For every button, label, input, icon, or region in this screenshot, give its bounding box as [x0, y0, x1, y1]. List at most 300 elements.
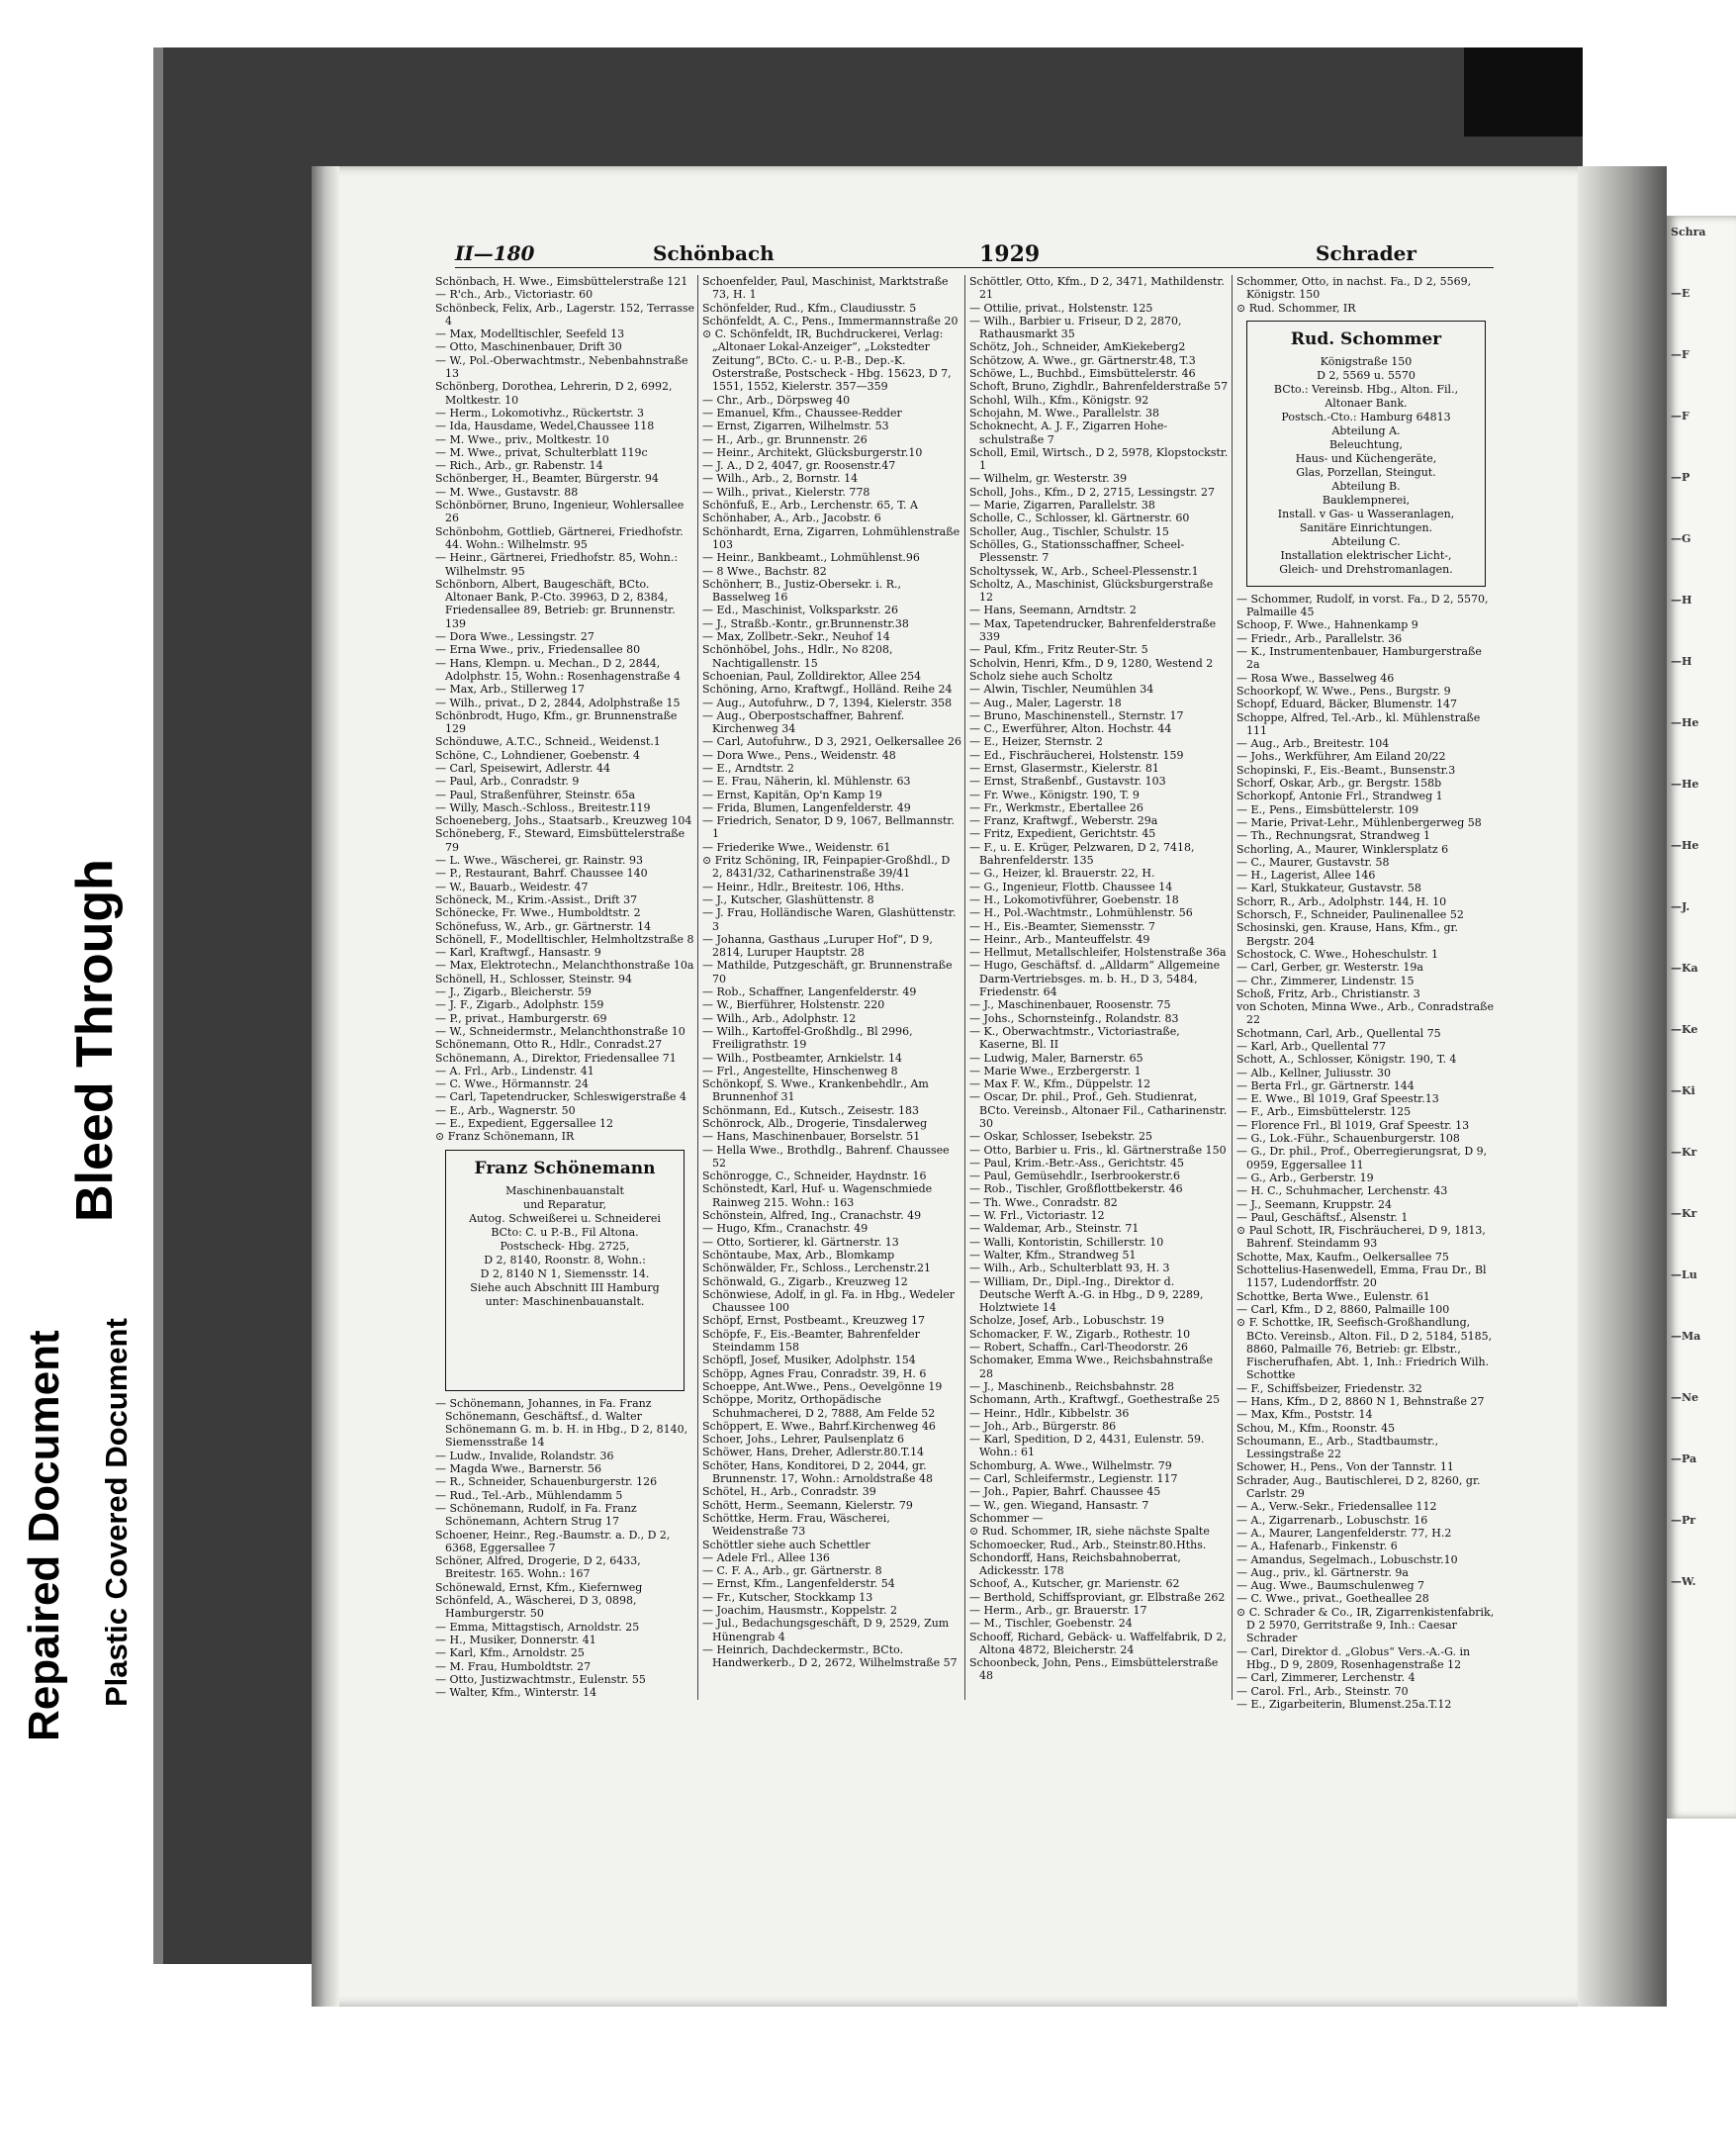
- advert-title: Rud. Schommer: [1290, 328, 1442, 349]
- directory-entry: — G., Heizer, kl. Brauerstr. 22, H.: [969, 867, 1155, 881]
- advert-line: unter: Maschinenbauanstalt.: [485, 1294, 645, 1308]
- directory-entry: — Hellmut, Metallschleifer, Holstenstraße 36a: [969, 946, 1227, 960]
- directory-entry: — Rud., Tel.-Arb., Mühlendamm 5: [435, 1488, 623, 1502]
- directory-entry: — Heinr., Arb., Manteuffelstr. 49: [969, 932, 1150, 946]
- directory-entry: von Schoten, Minna Wwe., Arb., Conradstraße 22: [1236, 1000, 1495, 1027]
- advert-line: und Reparatur,: [523, 1197, 606, 1211]
- directory-entry: Schönduwe, A.T.C., Schneid., Weidenst.1: [435, 735, 661, 749]
- directory-entry: Schoknecht, A. J. F., Zigarren Hohe-schulstraße 7: [969, 420, 1168, 446]
- directory-entry: — C., Maurer, Gustavstr. 58: [1236, 855, 1390, 869]
- directory-entry: — Waldemar, Arb., Steinstr. 71: [969, 1222, 1140, 1236]
- directory-entry: Schöttler, Otto, Kfm., D 2, 3471, Mathildenstr. 21: [969, 275, 1225, 302]
- directory-entry: — K., Instrumentenbauer, Hamburgerstraße 2a: [1236, 645, 1482, 672]
- facing-page-word: —Pa: [1671, 1452, 1697, 1465]
- directory-entry: — C. Wwe., Hörmannstr. 24: [435, 1077, 589, 1091]
- directory-entry: Schoop, F. Wwe., Hahnenkamp 9: [1236, 618, 1418, 632]
- facing-page-word: —Ki: [1671, 1084, 1695, 1097]
- directory-entry: — Carl, Kfm., D 2, 8860, Palmaille 100: [1236, 1302, 1450, 1316]
- directory-entry: Schomann, Arth., Kraftwgf., Goethestraße 25: [969, 1393, 1221, 1407]
- directory-entry: — Joh., Papier, Bahrf. Chaussee 45: [969, 1485, 1161, 1499]
- facing-page-word: —H: [1671, 655, 1692, 668]
- advert-line: Autog. Schweißerei u. Schneiderei: [469, 1211, 661, 1225]
- directory-entry: — E., Arb., Wagnerstr. 50: [435, 1103, 576, 1117]
- directory-entry: — Florence Frl., Bl 1019, Graf Speestr. 13: [1236, 1118, 1470, 1132]
- directory-entry: Schölles, G., Stationsschaffner, Scheel-Plessenstr. 7: [969, 537, 1185, 565]
- directory-entry: — Wilh., Arb., Adolphstr. 12: [702, 1011, 857, 1025]
- directory-entry: — Max, Arb., Stillerweg 17: [435, 683, 585, 697]
- directory-entry: Schorr, R., Arb., Adolphstr. 144, H. 10: [1236, 894, 1447, 908]
- directory-entry: — Fr., Kutscher, Stockkamp 13: [702, 1590, 873, 1604]
- directory-entry: Schöwe, L., Buchbd., Eimsbüttelerstr. 46: [969, 367, 1196, 381]
- directory-entry: — W., Bauarb., Weidestr. 47: [435, 880, 589, 893]
- directory-entry: — W., Schneidermstr., Melanchthonstraße 10: [435, 1024, 685, 1038]
- directory-entry: — Aug., Maler, Lagerstr. 18: [969, 696, 1122, 709]
- directory-entry: — Walter, Kfm., Winterstr. 14: [435, 1686, 597, 1700]
- directory-entry: — Aug., Autofuhrw., D 7, 1394, Kielerstr. 358: [702, 696, 953, 709]
- directory-entry: Schöppe, Moritz, Orthopädische Schuhmacherei, D 2, 7888, Am Felde 52: [702, 1393, 936, 1420]
- directory-entry: Schönbörner, Bruno, Ingenieur, Wohlersallee 26: [435, 499, 685, 525]
- directory-entry: — A., Hafenarb., Finkenstr. 6: [1236, 1540, 1398, 1553]
- directory-entry: — Adele Frl., Allee 136: [702, 1550, 830, 1564]
- directory-entry: Scholle, C., Schlosser, kl. Gärtnerstr. 60: [969, 512, 1190, 525]
- directory-entry: — Friederike Wwe., Weidenstr. 61: [702, 840, 891, 854]
- directory-entry: — F., u. E. Krüger, Pelzwaren, D 2, 7418, Bahrenfelderstr. 135: [969, 840, 1195, 868]
- directory-entry: — J. A., D 2, 4047, gr. Roosenstr.47: [702, 459, 896, 473]
- facing-page-word: —G: [1671, 532, 1691, 545]
- directory-entry: — J. F., Zigarb., Adolphstr. 159: [435, 998, 604, 1012]
- directory-entry: Schopf, Eduard, Bäcker, Blumenstr. 147: [1236, 698, 1457, 711]
- directory-entry: — Carl, Schleifermstr., Legienstr. 117: [969, 1472, 1178, 1486]
- directory-entry: — Otto, Sortierer, kl. Gärtnerstr. 13: [702, 1235, 899, 1249]
- directory-entry: — W. Frl., Victoriastr. 12: [969, 1209, 1105, 1223]
- directory-entry: — Ida, Hausdame, Wedel,Chaussee 118: [435, 420, 655, 433]
- advert-line: Abteilung A.: [1331, 423, 1401, 437]
- advert-line: Beleuchtung,: [1328, 437, 1404, 451]
- directory-entry: — P., privat., Hamburgerstr. 69: [435, 1011, 607, 1025]
- directory-entry: — Ernst, Kapitän, Op'n Kamp 19: [702, 788, 882, 801]
- directory-entry: — Johs., Schornsteinfg., Rolandstr. 83: [969, 1011, 1179, 1025]
- directory-entry: — Rob., Tischler, Großflottbekerstr. 46: [969, 1182, 1183, 1196]
- directory-entry: Schönbach, H. Wwe., Eimsbüttelerstraße 121: [435, 275, 688, 288]
- directory-entry: — Franz, Kraftwgf., Weberstr. 29a: [969, 814, 1158, 828]
- directory-entry: ⊙ Paul Schott, IR, Fischräucherei, D 9, 1813, Bahrenf. Steindamm 93: [1236, 1224, 1486, 1251]
- directory-entry: — Alwin, Tischler, Neumühlen 34: [969, 683, 1154, 697]
- directory-entry: — E., Arndtstr. 2: [702, 761, 794, 775]
- directory-entry: — Ed., Maschinist, Volksparkstr. 26: [702, 604, 898, 617]
- directory-entry: — Ottilie, privat., Holstenstr. 125: [969, 301, 1153, 315]
- directory-entry: — H., Musiker, Donnerstr. 41: [435, 1633, 596, 1646]
- directory-entry: — Karl, Stukkateur, Gustavstr. 58: [1236, 882, 1421, 895]
- bleed-through-label: Bleed Through: [66, 859, 124, 1222]
- directory-entry: Schotte, Max, Kaufm., Oelkersallee 75: [1236, 1250, 1449, 1264]
- directory-entry: — Jul., Bedachungsgeschäft, D 9, 2529, Zum Hünengrab 4: [702, 1617, 950, 1643]
- directory-entry: — W., gen. Wiegand, Hansastr. 7: [969, 1498, 1149, 1512]
- directory-entry: — G., Dr. phil., Prof., Oberregierungsrat, D 9, 0959, Eggersallee 11: [1236, 1145, 1488, 1171]
- directory-entry: Schönwald, G., Zigarb., Kreuzweg 12: [702, 1274, 908, 1288]
- directory-entry: — F., Arb., Eimsbüttelerstr. 125: [1236, 1105, 1412, 1119]
- directory-entry: — Th. Wwe., Conradstr. 82: [969, 1195, 1118, 1209]
- column-1: [435, 275, 694, 1700]
- directory-entry: — Johanna, Gasthaus „Luruper Hof“, D 9, 2814, Luruper Hauptstr. 28: [702, 932, 933, 960]
- directory-entry: — R'ch., Arb., Victoriastr. 60: [435, 288, 594, 302]
- directory-entry: — Wilhelm, gr. Westerstr. 39: [969, 472, 1128, 486]
- directory-entry: — Alb., Kellner, Juliusstr. 30: [1236, 1066, 1391, 1079]
- advert-line: Postsch.-Cto.: Hamburg 64813: [1281, 410, 1451, 423]
- directory-entry: — Karl, Spedition, D 2, 4431, Eulenstr. 59. Wohn.: 61: [969, 1433, 1205, 1459]
- directory-entry: — Carol. Frl., Arb., Steinstr. 70: [1236, 1684, 1409, 1698]
- directory-entry: Scholl, Emil, Wirtsch., D 2, 5978, Klopstockstr. 1: [969, 445, 1229, 473]
- directory-entry: Schönstein, Alfred, Ing., Cranachstr. 49: [702, 1209, 922, 1223]
- facing-page-word: —Lu: [1671, 1268, 1697, 1281]
- directory-entry: ⊙ F. Schottke, IR, Seefisch-Großhandlung, BCto. Vereinsb., Alton. Fil., D 2, 5184, 5185, 8860, Palmaille 76, Betrieb: gr. Elbstr., Fischerufhafen, Abt. 1, Inh.: Friedrich Wilh. Schottke: [1236, 1316, 1493, 1382]
- directory-entry: Schöntaube, Max, Arb., Blomkamp: [702, 1248, 895, 1262]
- directory-entry: — J., Zigarb., Bleicherstr. 59: [435, 985, 592, 999]
- scan-corner: [1464, 47, 1583, 137]
- directory-entry: — J., Maschinenbauer, Roosenstr. 75: [969, 998, 1171, 1012]
- directory-entry: — Hans, Seemann, Arndtstr. 2: [969, 604, 1137, 617]
- directory-entry: — E. Wwe., Bl 1019, Graf Speestr.13: [1236, 1092, 1439, 1106]
- directory-entry: Schönewald, Ernst, Kfm., Kiefernweg: [435, 1580, 643, 1594]
- directory-entry: Schöwer, Hans, Dreher, Adlerstr.80.T.14: [702, 1446, 925, 1459]
- directory-entry: — Karl, Kraftwgf., Hansastr. 9: [435, 946, 601, 960]
- directory-entry: Schommer —: [969, 1511, 1044, 1525]
- directory-entry: — K., Oberwachtmstr., Victoriastraße, Kaserne, Bl. II: [969, 1024, 1180, 1052]
- directory-entry: — Paul, Gemüsehdlr., Iserbrookerstr.6: [969, 1170, 1181, 1183]
- directory-entry: — Chr., Arb., Dörpsweg 40: [702, 393, 851, 407]
- directory-entry: Schötzow, A. Wwe., gr. Gärtnerstr.48, T.3: [969, 353, 1196, 367]
- directory-entry: Schöneck, M., Krim.-Assist., Drift 37: [435, 892, 638, 906]
- directory-entry: — Fr. Wwe., Königstr. 190, T. 9: [969, 788, 1140, 801]
- directory-entry: Schoß, Fritz, Arb., Christianstr. 3: [1236, 986, 1420, 1000]
- directory-entry: Schönfeldt, A. C., Pens., Immermannstraße 20: [702, 314, 959, 328]
- directory-entry: — Carl, Autofuhrw., D 3, 2921, Oelkersallee 26: [702, 735, 961, 749]
- directory-entry: Schönbeck, Felix, Arb., Lagerstr. 152, Terrasse 4: [435, 301, 695, 328]
- directory-entry: — M. Wwe., priv., Moltkestr. 10: [435, 432, 609, 446]
- advert-line: BCto: C. u P.-B., Fil Altona.: [491, 1225, 639, 1239]
- directory-entry: — Hella Wwe., Brothdlg., Bahrenf. Chaussee 52: [702, 1143, 950, 1170]
- directory-entry: — Herm., Lokomotivhz., Rückertstr. 3: [435, 406, 645, 420]
- facing-page-word: —F: [1671, 410, 1690, 422]
- plastic-covered-label: Plastic Covered Document: [99, 1318, 134, 1707]
- directory-entry: Schorf, Oskar, Arb., gr. Bergstr. 158b: [1236, 777, 1442, 791]
- facing-page-word: —Kr: [1671, 1146, 1697, 1159]
- column-3: [969, 275, 1229, 1700]
- directory-entry: Schoorkopf, W. Wwe., Pens., Burgstr. 9: [1236, 684, 1451, 698]
- directory-entry: — M. Wwe., Gustavstr. 88: [435, 485, 579, 499]
- directory-entry: — H., Arb., gr. Brunnenstr. 26: [702, 432, 868, 446]
- directory-entry: — H. C., Schuhmacher, Lerchenstr. 43: [1236, 1184, 1448, 1198]
- directory-page: [312, 166, 1578, 2007]
- advert-line: Abteilung B.: [1331, 479, 1401, 493]
- directory-entry: — A. Frl., Arb., Lindenstr. 41: [435, 1064, 594, 1077]
- directory-entry: Schönell, F., Modelltischler, Helmholtzstraße 8: [435, 932, 694, 946]
- directory-entry: — M., Tischler, Goebenstr. 24: [969, 1617, 1133, 1631]
- directory-entry: — H., Eis.-Beamter, Siemensstr. 7: [969, 919, 1155, 933]
- directory-entry: — E., Heizer, Sternstr. 2: [969, 735, 1103, 749]
- directory-entry: Schöpfl, Josef, Musiker, Adolphstr. 154: [702, 1354, 916, 1367]
- directory-entry: — M. Frau, Humboldtstr. 27: [435, 1659, 592, 1673]
- directory-entry: Schondorff, Hans, Reichsbahnoberrat, Adickesstr. 178: [969, 1550, 1181, 1578]
- directory-entry: — William, Dr., Dipl.-Ing., Direktor d. Deutsche Werft A.-G. in Hbg., D 9, 2289, Holztwiete 14: [969, 1274, 1204, 1315]
- page-number: II—180: [455, 241, 535, 265]
- advert-line: Install. v Gas- u Wasseranlagen,: [1277, 507, 1455, 520]
- directory-entry: Schorkopf, Antonie Frl., Strandweg 1: [1236, 790, 1443, 803]
- directory-entry: Schrader, Aug., Bautischlerei, D 2, 8260, gr. Carlstr. 29: [1236, 1473, 1481, 1501]
- directory-entry: ⊙ Rud. Schommer, IR, siehe nächste Spalte: [969, 1525, 1210, 1539]
- directory-entry: Schöpp, Agnes Frau, Conradstr. 39, H. 6: [702, 1366, 927, 1380]
- directory-entry: — Hans, Klempn. u. Mechan., D 2, 2844, Adolphstr. 15, Wohn.: Rosenhagenstraße 4: [435, 656, 682, 683]
- directory-entry: Schönhardt, Erna, Zigarren, Lohmühlenstraße 103: [702, 524, 960, 551]
- directory-entry: Schönemann, Otto R., Hdlr., Conradst.27: [435, 1038, 663, 1052]
- directory-entry: Schönkopf, S. Wwe., Krankenbehdlr., Am Brunnenhof 31: [702, 1077, 929, 1104]
- directory-entry: Schooff, Richard, Gebäck- u. Waffelfabrik, D 2, Altona 4872, Bleicherstr. 24: [969, 1630, 1227, 1656]
- advert-line: Bauklempnerei,: [1322, 493, 1411, 507]
- directory-entry: Schöning, Arno, Kraftwgf., Holländ. Reihe 24: [702, 683, 953, 697]
- facing-page-word: —Kr: [1671, 1207, 1697, 1220]
- directory-entry: Schommer, Otto, in nachst. Fa., D 2, 5569, Königstr. 150: [1236, 275, 1472, 302]
- directory-entry: — Carl, Gerber, gr. Westerstr. 19a: [1236, 961, 1423, 975]
- directory-entry: — A., Maurer, Langenfelderstr. 77, H.2: [1236, 1526, 1452, 1540]
- column-divider: [697, 275, 698, 1700]
- directory-entry: — Ludwig, Maler, Barnerstr. 65: [969, 1051, 1143, 1065]
- directory-entry: — Hans, Maschinenbauer, Borselstr. 51: [702, 1130, 921, 1144]
- advert-line: Sanitäre Einrichtungen.: [1299, 520, 1433, 534]
- directory-entry: — H., Lokomotivführer, Goebenstr. 18: [969, 892, 1179, 906]
- advert-line: Königstraße 150: [1320, 354, 1413, 368]
- advert-line: Altonaer Bank.: [1325, 396, 1408, 410]
- directory-entry: — Walter, Kfm., Strandweg 51: [969, 1248, 1137, 1262]
- directory-entry: — Karl, Arb., Quellental 77: [1236, 1039, 1387, 1053]
- header-year: 1929: [979, 241, 1041, 267]
- directory-entry: Schotmann, Carl, Arb., Quellental 75: [1236, 1026, 1441, 1040]
- directory-entry: — Frl., Angestellte, Hinschenweg 8: [702, 1064, 898, 1077]
- directory-entry: — Max, Elektrotechn., Melanchthonstraße 10a: [435, 959, 694, 973]
- directory-entry: — Wilh., Kartoffel-Großhdlg., Bl 2996, Freiligrathstr. 19: [702, 1024, 913, 1052]
- directory-entry: — Berta Frl., gr. Gärtnerstr. 144: [1236, 1078, 1415, 1092]
- directory-entry: — Paul, Geschäftsf., Alsenstr. 1: [1236, 1210, 1409, 1224]
- directory-entry: — 8 Wwe., Bachstr. 82: [702, 564, 827, 578]
- directory-entry: Schosinski, gen. Krause, Hans, Kfm., gr. Bergstr. 204: [1236, 921, 1459, 948]
- directory-entry: Scholl, Johs., Kfm., D 2, 2715, Lessingstr. 27: [969, 485, 1216, 499]
- facing-page-word: —H: [1671, 594, 1692, 607]
- directory-entry: — Heinr., Hdlr., Breitestr. 106, Hths.: [702, 880, 905, 893]
- directory-entry: — C. Wwe., privat., Goetheallee 28: [1236, 1592, 1429, 1606]
- directory-entry: Schomacker, F. W., Zigarb., Rothestr. 10: [969, 1327, 1191, 1341]
- facing-page-word: —He: [1671, 778, 1699, 791]
- directory-entry: Schönfelder, Rud., Kfm., Claudiusstr. 5: [702, 301, 917, 315]
- directory-entry: — H., Lagerist, Allee 146: [1236, 869, 1376, 883]
- directory-entry: — Schönemann, Johannes, in Fa. Franz Schönemann, Geschäftsf., d. Walter Schönemann G. m. b. H. in Hbg., D 2, 8140, Siemensstraße 14: [435, 1396, 688, 1450]
- directory-entry: — H., Pol.-Wachtmstr., Lohmühlenstr. 56: [969, 906, 1193, 920]
- advert-line: BCto.: Vereinsb. Hbg., Alton. Fil.,: [1273, 382, 1459, 396]
- directory-entry: Schönwälder, Fr., Schloss., Lerchenstr.21: [702, 1262, 931, 1275]
- directory-entry: Schönborn, Albert, Baugeschäft, BCto. Altonaer Bank, P.-Cto. 39963, D 2, 8384, Friedensallee 89, Betrieb: gr. Brunnenstr. 139: [435, 577, 676, 630]
- directory-entry: — Emanuel, Kfm., Chaussee-Redder: [702, 406, 902, 420]
- directory-entry: ⊙ Rud. Schommer, IR: [1236, 301, 1356, 315]
- directory-entry: Schönemann, A., Direktor, Friedensallee 71: [435, 1051, 677, 1065]
- directory-entry: — J., Maschinenb., Reichsbahnstr. 28: [969, 1379, 1175, 1393]
- directory-entry: — Aug. Wwe., Baumschulenweg 7: [1236, 1579, 1424, 1593]
- directory-entry: — Max F. W., Kfm., Düppelstr. 12: [969, 1077, 1151, 1091]
- directory-entry: — A., Verw.-Sekr., Friedensallee 112: [1236, 1500, 1437, 1514]
- directory-entry: — Dora Wwe., Lessingstr. 27: [435, 630, 594, 644]
- directory-entry: — Aug., Oberpostschaffner, Bahrenf. Kirchenweg 34: [702, 708, 905, 736]
- directory-entry: — C., Ewerführer, Alton. Hochstr. 44: [969, 722, 1172, 736]
- directory-entry: — F., Schiffsbeizer, Friedenstr. 32: [1236, 1381, 1422, 1395]
- directory-entry: — W., Bierführer, Holstenstr. 220: [702, 998, 885, 1012]
- directory-entry: Schöttler siehe auch Schettler: [702, 1538, 870, 1551]
- directory-entry: — Otto, Justizwachtmstr., Eulenstr. 55: [435, 1672, 646, 1686]
- directory-entry: Schöne, C., Lohndiener, Goebenstr. 4: [435, 748, 640, 762]
- directory-entry: Schoeneberg, Johs., Staatsarb., Kreuzweg 104: [435, 814, 692, 828]
- directory-entry: Schönberger, H., Beamter, Bürgerstr. 94: [435, 472, 659, 486]
- directory-entry: — J., Kutscher, Glashüttenstr. 8: [702, 892, 874, 906]
- directory-entry: — Hugo, Kfm., Cranachstr. 49: [702, 1222, 868, 1236]
- directory-entry: Schoonbeck, John, Pens., Eimsbüttelerstraße 48: [969, 1656, 1219, 1683]
- directory-entry: ⊙ C. Schrader & Co., IR, Zigarrenkistenfabrik, D 2 5970, Gerritstraße 9, Inh.: Caesar Schrader: [1236, 1605, 1495, 1645]
- directory-entry: — Fr., Werkmstr., Ebertallee 26: [969, 800, 1143, 814]
- advert-franz-schoenemann: [445, 1150, 685, 1391]
- directory-entry: Schower, H., Pens., Von der Tannstr. 11: [1236, 1460, 1454, 1474]
- column-2: [702, 275, 961, 1700]
- directory-entry: Schönherr, B., Justiz-Obersekr. i. R., Basselweg 16: [702, 577, 902, 605]
- directory-entry: Schott, A., Schlosser, Königstr. 190, T. 4: [1236, 1053, 1457, 1067]
- directory-entry: Schönhaber, A., Arb., Jacobstr. 6: [702, 512, 881, 525]
- directory-entry: — Hugo, Geschäftsf. d. „Alldarm“ Allgemeine Darm-Vertriebsges. m. b. H., D 3, 5484, Friedenstr. 64: [969, 959, 1221, 999]
- directory-entry: Schomburg, A. Wwe., Wilhelmstr. 79: [969, 1458, 1172, 1472]
- facing-page-fragment: [1667, 216, 1736, 1819]
- advert-line: Installation elektrischer Licht-,: [1280, 548, 1452, 562]
- directory-entry: Scholler, Aug., Tischler, Schulstr. 15: [969, 524, 1169, 538]
- directory-entry: Schoenfelder, Paul, Maschinist, Marktstraße 73, H. 1: [702, 275, 949, 302]
- directory-entry: — Frida, Blumen, Langenfelderstr. 49: [702, 800, 911, 814]
- directory-entry: — Aug., priv., kl. Gärtnerstr. 9a: [1236, 1565, 1409, 1579]
- directory-entry: — J., Seemann, Kruppstr. 24: [1236, 1197, 1392, 1211]
- directory-entry: — Friedrich, Senator, D 9, 1067, Bellmannstr. 1: [702, 814, 955, 841]
- directory-entry: — Ernst, Glasermstr., Kielerstr. 81: [969, 761, 1159, 775]
- facing-page-word: —P: [1671, 471, 1690, 484]
- directory-entry: Schoenian, Paul, Zolldirektor, Allee 254: [702, 669, 922, 683]
- directory-entry: Schöpf, Ernst, Postbeamt., Kreuzweg 17: [702, 1314, 925, 1328]
- directory-entry: — L. Wwe., Wäscherei, gr. Rainstr. 93: [435, 854, 643, 868]
- directory-entry: — Wilh., privat., D 2, 2844, Adolphstraße 15: [435, 696, 681, 709]
- facing-page-word: —He: [1671, 716, 1699, 729]
- directory-entry: — Marie, Zigarren, Parallelstr. 38: [969, 499, 1155, 513]
- directory-entry: — Ernst, Straßenbf., Gustavstr. 103: [969, 775, 1166, 789]
- directory-entry: — R., Schneider, Schauenburgerstr. 126: [435, 1475, 658, 1489]
- directory-entry: Schomoecker, Rud., Arb., Steinstr.80.Hths.: [969, 1538, 1207, 1551]
- facing-page-word: —W.: [1671, 1575, 1696, 1588]
- directory-entry: — Marie Wwe., Erzbergerstr. 1: [969, 1064, 1142, 1077]
- directory-entry: — Heinr., Hdlr., Kibbelstr. 36: [969, 1406, 1130, 1420]
- directory-entry: Schönhöbel, Johs., Hdlr., No 8208, Nachtigallenstr. 15: [702, 643, 893, 670]
- directory-entry: Schönrock, Alb., Drogerie, Tinsdalerweg: [702, 1117, 928, 1130]
- advert-line: Maschinenbauanstalt: [505, 1183, 624, 1197]
- header-left-word: Schönbach: [653, 241, 775, 265]
- directory-entry: — C. F. A., Arb., gr. Gärtnerstr. 8: [702, 1564, 882, 1578]
- directory-entry: — Berthold, Schiffsproviant, gr. Elbstraße 262: [969, 1590, 1226, 1604]
- directory-entry: — Dora Wwe., Pens., Weidenstr. 48: [702, 748, 896, 762]
- directory-entry: — Marie, Privat-Lehr., Mühlenbergerweg 58: [1236, 815, 1482, 829]
- directory-entry: — Ludw., Invalide, Rolandstr. 36: [435, 1449, 614, 1462]
- directory-entry: — Rich., Arb., gr. Rabenstr. 14: [435, 459, 603, 473]
- directory-entry: Schönmann, Ed., Kutsch., Zeisestr. 183: [702, 1103, 919, 1117]
- directory-entry: Schöppert, E. Wwe., Bahrf.Kirchenweg 46: [702, 1419, 936, 1433]
- directory-entry: — Rosa Wwe., Basselweg 46: [1236, 671, 1395, 685]
- directory-entry: — Aug., Arb., Breitestr. 104: [1236, 737, 1390, 751]
- directory-entry: Schottelius-Hasenwedell, Emma, Frau Dr., Bl 1157, Ludendorffstr. 20: [1236, 1264, 1487, 1290]
- directory-entry: — Max, Modelltischler, Seefeld 13: [435, 328, 625, 341]
- advert-line: Haus- und Küchengeräte,: [1295, 451, 1437, 465]
- directory-entry: Schottke, Berta Wwe., Eulenstr. 61: [1236, 1289, 1430, 1303]
- directory-entry: — E., Expedient, Eggersallee 12: [435, 1117, 614, 1130]
- directory-entry: Schohl, Wilh., Kfm., Königstr. 92: [969, 393, 1149, 407]
- directory-entry: Schoppe, Alfred, Tel.-Arb., kl. Mühlenstraße 111: [1236, 710, 1481, 737]
- directory-entry: Schou, M., Kfm., Roonstr. 45: [1236, 1421, 1396, 1435]
- directory-entry: Schönfuß, E., Arb., Lerchenstr. 65, T. A: [702, 499, 918, 513]
- directory-entry: — Oscar, Dr. phil., Prof., Geh. Studienrat, BCto. Vereinsb., Altonaer Fil., Catharinenstr. 30: [969, 1090, 1228, 1130]
- directory-entry: — Ernst, Kfm., Langenfelderstr. 54: [702, 1577, 895, 1591]
- directory-entry: Schönstedt, Karl, Huf- u. Wagenschmiede Rainweg 215. Wohn.: 163: [702, 1182, 933, 1209]
- directory-entry: — E. Frau, Näherin, kl. Mühlenstr. 63: [702, 775, 911, 789]
- advert-line: D 2, 8140 N 1, Siemensstr. 14.: [480, 1266, 650, 1280]
- directory-entry: — Karl, Kfm., Arnoldstr. 25: [435, 1646, 585, 1660]
- directory-entry: Schoumann, E., Arb., Stadtbaumstr., Lessingstraße 22: [1236, 1434, 1439, 1461]
- directory-entry: — Mathilde, Putzgeschäft, gr. Brunnenstraße 70: [702, 959, 953, 985]
- directory-entry: — G., Arb., Gerberstr. 19: [1236, 1171, 1374, 1184]
- directory-entry: — Ed., Fischräucherei, Holstenstr. 159: [969, 748, 1184, 762]
- directory-entry: — Joh., Arb., Bürgerstr. 86: [969, 1419, 1117, 1433]
- directory-entry: — M. Wwe., privat, Schulterblatt 119c: [435, 445, 648, 459]
- directory-entry: — Wilh., Arb., Schulterblatt 93, H. 3: [969, 1262, 1170, 1275]
- directory-entry: Schomaker, Emma Wwe., Reichsbahnstraße 28: [969, 1354, 1213, 1380]
- directory-entry: Schöpfe, F., Eis.-Beamter, Bahrenfelder Steindamm 158: [702, 1327, 920, 1355]
- facing-page-word: —J.: [1671, 900, 1690, 913]
- directory-entry: Schorsch, F., Schneider, Paulinenallee 52: [1236, 908, 1464, 922]
- directory-entry: — Friedr., Arb., Parallelstr. 36: [1236, 631, 1403, 645]
- advert-line: Postscheck- Hbg. 2725,: [500, 1239, 630, 1253]
- directory-entry: Scholtz, A., Maschinist, Glücksburgerstraße 12: [969, 577, 1214, 605]
- directory-entry: — Th., Rechnungsrat, Strandweg 1: [1236, 829, 1430, 843]
- facing-page-word: Schra: [1671, 226, 1706, 238]
- directory-entry: Schönwiese, Adolf, in gl. Fa. in Hbg., Wedeler Chaussee 100: [702, 1287, 955, 1315]
- advert-line: Siehe auch Abschnitt III Hamburg: [470, 1280, 660, 1294]
- facing-page-word: —F: [1671, 348, 1690, 361]
- directory-entry: — Heinrich, Dachdeckermstr., BCto. Handwerkerb., D 2, 2672, Wilhelmstraße 57: [702, 1642, 958, 1670]
- directory-entry: — J. Frau, Holländische Waren, Glashüttenstr. 3: [702, 906, 957, 933]
- directory-entry: — Wilh., Arb., 2, Bornstr. 14: [702, 472, 859, 486]
- advert-title: Franz Schönemann: [474, 1158, 656, 1178]
- repaired-document-label: Repaired Document: [20, 1330, 68, 1741]
- directory-entry: Schötz, Joh., Schneider, AmKiekeberg2: [969, 340, 1186, 354]
- directory-entry: Schönecke, Fr. Wwe., Humboldtstr. 2: [435, 906, 641, 920]
- directory-entry: ⊙ C. Schönfeldt, IR, Buchdruckerei, Verlag: „Altonaer Lokal-Anzeiger“, „Lokstedter Zeitung“, BCto. C.- u. P.-B., Dep.-K. Osterstraße, Postscheck - Hbg. 15623, D 7, 1551, 1552, Kielerstr. 357—359: [702, 328, 952, 394]
- directory-entry: — Paul, Kfm., Fritz Reuter-Str. 5: [969, 643, 1148, 657]
- directory-entry: — Otto, Barbier u. Fris., kl. Gärtnerstraße 150: [969, 1143, 1227, 1157]
- page-gutter: [312, 166, 339, 2007]
- directory-entry: — Schönemann, Rudolf, in Fa. Franz Schönemann, Achtern Strug 17: [435, 1501, 637, 1529]
- page-header: [455, 237, 1494, 268]
- facing-page-word: —Ne: [1671, 1391, 1699, 1404]
- directory-entry: Schönfeld, A., Wäscherei, D 3, 0898, Hamburgerstr. 50: [435, 1594, 637, 1621]
- directory-entry: — Max, Tapetendrucker, Bahrenfelderstraße 339: [969, 616, 1217, 644]
- directory-entry: Schönbrodt, Hugo, Kfm., gr. Brunnenstraße 129: [435, 708, 678, 736]
- directory-entry: Schopinski, F., Eis.-Beamt., Bunsenstr.3: [1236, 763, 1456, 777]
- advert-line: D 2, 5569 u. 5570: [1317, 368, 1416, 382]
- directory-entry: — Schommer, Rudolf, in vorst. Fa., D 2, 5570, Palmaille 45: [1236, 592, 1489, 619]
- directory-entry: Schöttke, Herm. Frau, Wäscherei, Weidenstraße 73: [702, 1511, 890, 1539]
- directory-entry: Schorling, A., Maurer, Winklersplatz 6: [1236, 842, 1449, 856]
